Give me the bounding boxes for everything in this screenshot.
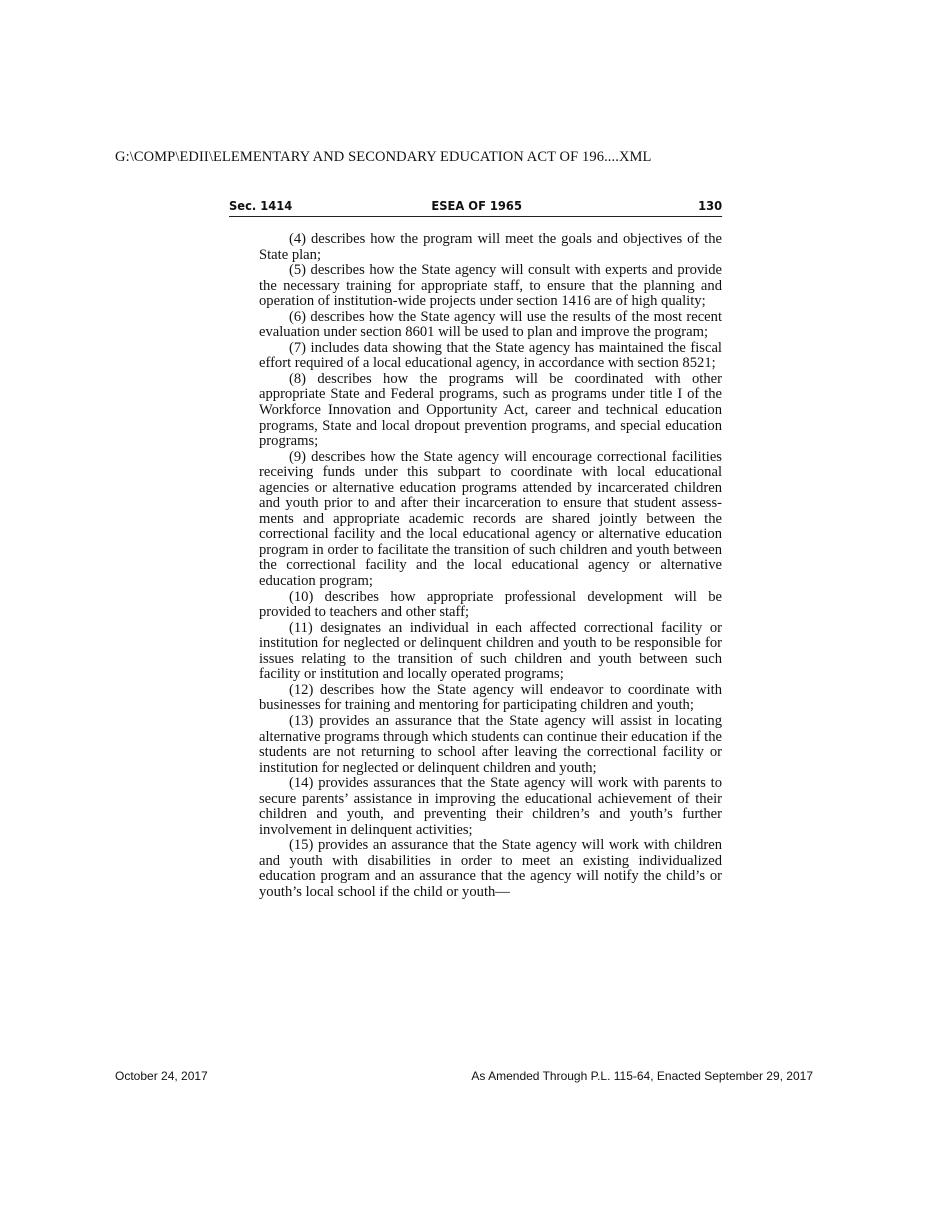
- page-number: 130: [698, 198, 723, 213]
- footer-amended: As Amended Through P.L. 115-64, Enacted September 29, 2017: [471, 1069, 813, 1083]
- paragraph-8: (8) describes how the programs will be coordinated with other appropriate State and Federal programs, such as programs under title I of the Workforce Innovation and Opportunity Act, career and technical education programs, State and local dropout prevention programs, and special education programs;: [259, 370, 722, 450]
- paragraph-15: (15) provides an assurance that the State agency will work with children and youth with disabilities in order to meet an existing individualized education program and an assurance that the agency will notify the child’s or youth’s local school if the child or youth—: [259, 837, 722, 900]
- paragraph-12: (12) describes how the State agency will endeavor to coordinate with businesses for training and mentoring for participating children and youth;: [259, 681, 722, 714]
- paragraph-4: (4) describes how the program will meet the goals and objectives of the State plan;: [259, 231, 722, 263]
- paragraph-14: (14) provides assurances that the State agency will work with parents to secure parents’ assistance in improving the educational achievement of their children and youth, and preventing their children’s and youth’s further involvement in delinquent activities;: [259, 775, 722, 838]
- running-header: [229, 196, 722, 217]
- paragraph-13: (13) provides an assurance that the State agency will assist in locating alternative programs through which students can continue their education if the students are not returning to school after leaving the correctional facility or institution for neglected or delinquent children and youth;: [259, 712, 722, 776]
- paragraph-7: (7) includes data showing that the State agency has maintained the fiscal effort required of a local educational agency, in accordance with section 8521;: [259, 339, 722, 372]
- footer-date: October 24, 2017: [115, 1069, 208, 1083]
- paragraph-6: (6) describes how the State agency will use the results of the most recent evaluation under section 8601 will be used to plan and improve the program;: [259, 308, 722, 341]
- paragraph-5: (5) describes how the State agency will consult with experts and provide the necessary training for appropriate staff, to ensure that the planning and operation of institution-wide projects under section 1416 are of high quality;: [259, 262, 722, 310]
- paragraph-11: (11) designates an individual in each affected correctional facility or institution for neglected or delinquent children and youth to be responsible for issues relating to the transition of such children and youth between such facility or institution and locally operated programs;: [259, 619, 722, 683]
- paragraph-9: (9) describes how the State agency will encourage correctional facilities receiving funds under this subpart to coordinate with local educational agencies or alternative education programs attended by incarcerated children and youth prior to and after their incarceration to ensure that student assessments and appropriate academic records are shared jointly between the correctional facility and the local educational agency or alternative education program in order to facilitate the transition of such children and youth between the correctional facility and the local educational agency or alternative education program;: [259, 448, 722, 590]
- file-path: G:\COMP\EDII\ELEMENTARY AND SECONDARY EDUCATION ACT OF 196....XML: [115, 149, 652, 165]
- statute-body: [259, 232, 722, 901]
- act-title: ESEA OF 1965: [431, 198, 522, 213]
- paragraph-10: (10) describes how appropriate professional development will be provided to teachers and other staff;: [259, 588, 722, 621]
- section-number: Sec. 1414: [229, 198, 293, 213]
